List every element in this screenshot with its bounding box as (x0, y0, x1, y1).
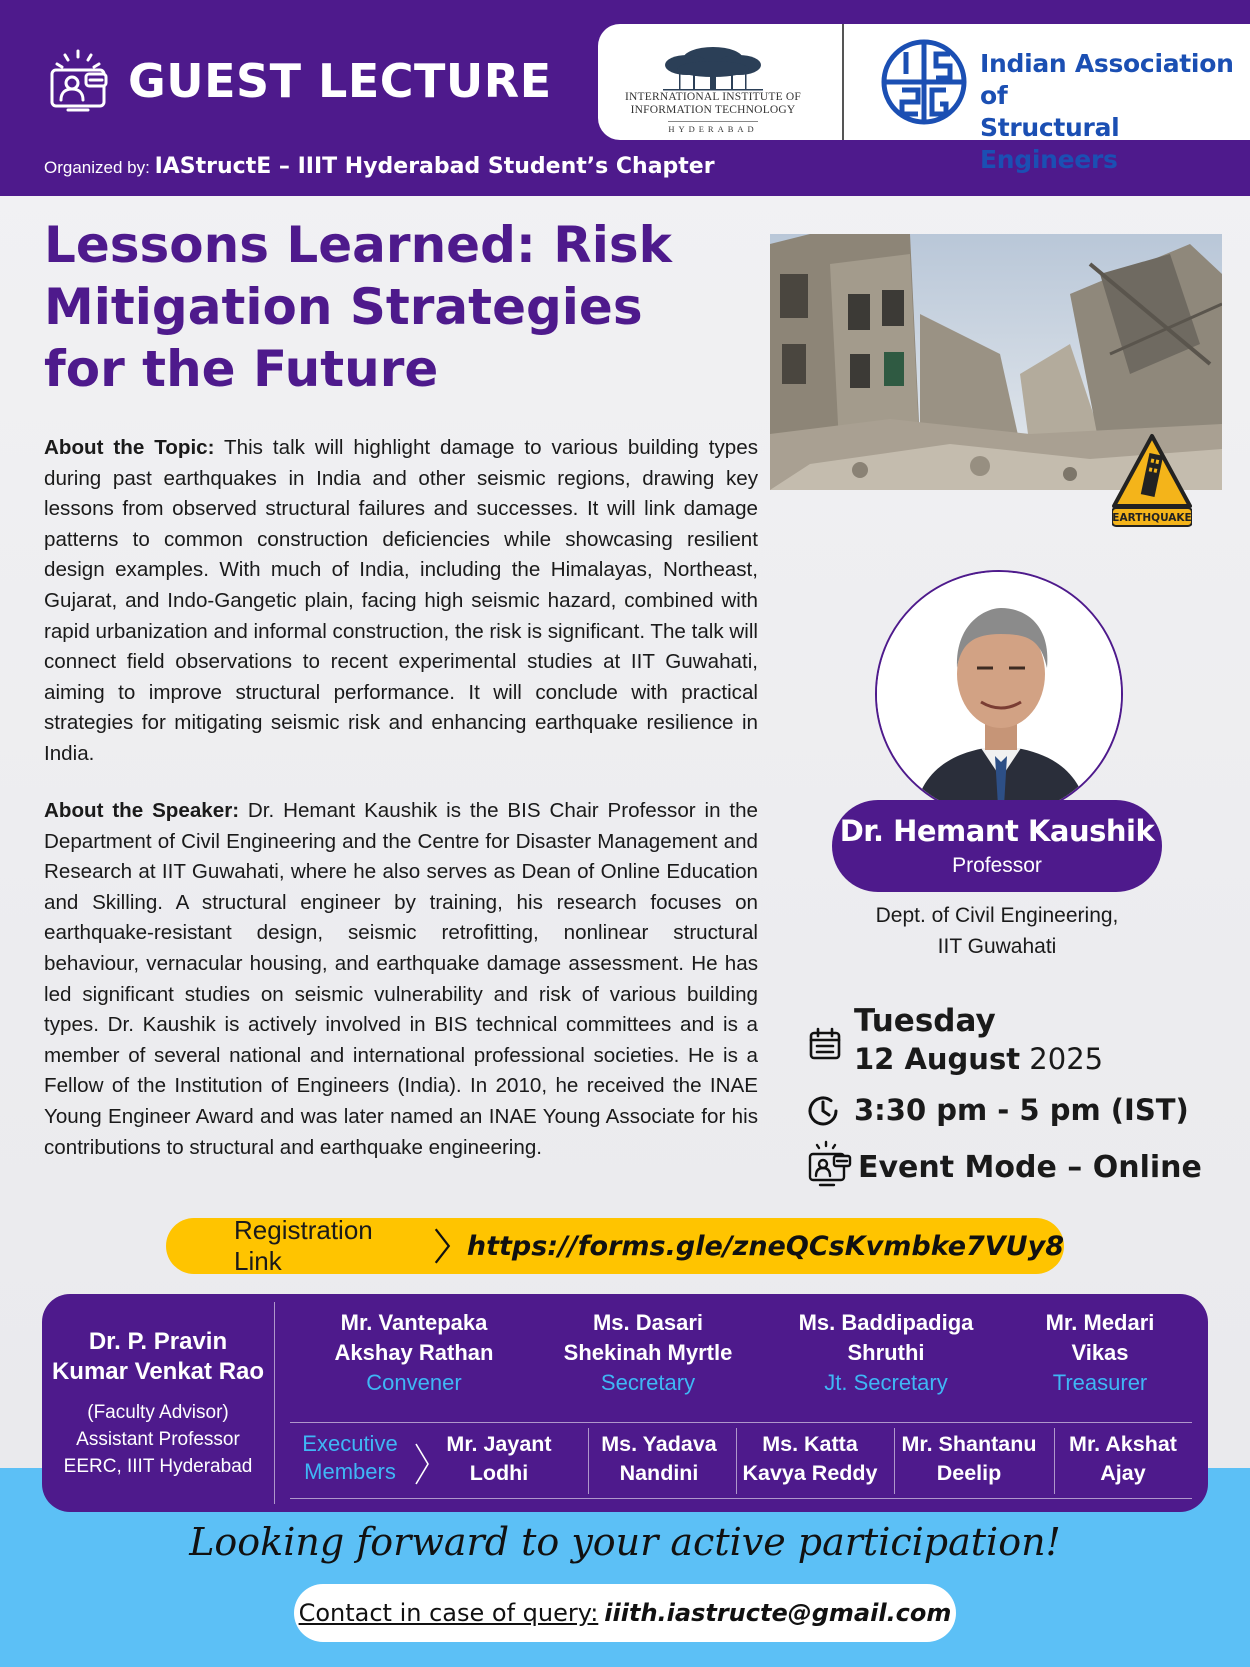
officer-role: Secretary (600, 1370, 696, 1395)
executive-separator (1054, 1428, 1055, 1494)
speaker-name: Dr. Hemant Kaushik (839, 814, 1155, 848)
executive-top-rule (290, 1422, 1192, 1423)
exec-name-line2: Kavya Reddy (742, 1461, 878, 1485)
officer-name-line2: Akshay Rathan (334, 1340, 494, 1365)
executive-separator (736, 1428, 737, 1494)
iiit-name-line1: INTERNATIONAL INSTITUTE OF (625, 91, 801, 103)
iastructe-name-line1: Indian Association of (980, 49, 1234, 110)
event-time: 3:30 pm - 5 pm (IST) (854, 1093, 1189, 1127)
executive-member (594, 1430, 724, 1488)
logo-divider (842, 24, 844, 140)
officer-name-line2: Shruthi (847, 1340, 925, 1365)
advisor-role-line2: Assistant Professor (76, 1428, 240, 1450)
exec-name-line1: Mr. Jayant (446, 1432, 552, 1456)
officer-jt-secretary (776, 1308, 996, 1398)
online-presenter-icon (806, 1140, 854, 1188)
contact-email[interactable]: iiith.iastructe@gmail.com (604, 1599, 952, 1627)
advisor-role-line1: (Faculty Advisor) (87, 1401, 229, 1423)
event-mode: Event Mode – Online (858, 1150, 1202, 1185)
executive-separator (894, 1428, 895, 1494)
talk-title-line3: for the Future (44, 340, 439, 398)
organizer-name: IAStructE – IIIT Hyderabad Student’s Chapter (154, 154, 715, 179)
header-title (48, 36, 552, 126)
exec-name-line2: Lodhi (469, 1461, 529, 1485)
speaker-dept-line1: Dept. of Civil Engineering, (875, 904, 1119, 927)
about-topic-text: This talk will highlight damage to various building types during past earthquakes in India and other seismic regions, drawing key lessons from observed structural failures and successes. It will link damage patterns to common construction deficiencies while showcasing resilient design examples. With much of India, including the Himalayas, Northeast, Gujarat, and Indo-Gangetic plain, facing high seismic hazard, combined with rapid urbanization and informal construction, the risk is significant. The talk will connect field observations to recent experimental studies at IIT Guwahati, aiming to improve structural performance. It will conclude with practical strategies for mitigating seismic risk and enhancing earthquake resilience in India. (44, 436, 758, 765)
officer-role: Jt. Secretary (824, 1370, 948, 1395)
exec-label-line2: Members (304, 1459, 396, 1484)
registration-label: Registration Link (234, 1215, 373, 1276)
officer-role: Treasurer (1052, 1370, 1148, 1395)
exec-label-line1: Executive (302, 1431, 398, 1456)
advisor-role-line3: EERC, IIIT Hyderabad (63, 1455, 253, 1477)
advisor-name-line2: Kumar Venkat Rao (51, 1357, 265, 1385)
officer-name-line1: Mr. Medari (1045, 1310, 1155, 1335)
logo-panel (598, 24, 1250, 174)
about-speaker-text: Dr. Hemant Kaushik is the BIS Chair Professor in the Department of Civil Engineering and the Centre for Disaster Management and Research at IIT Guwahati, where he also serves as Dean of Online Education and Skilling. A structural engineer by training, his research focuses on earthquake-resistant design, seismic retrofitting, nonlinear structural behaviour, vernacular housing, and earthquake damage assessment. He has led significant studies on seismic vulnerability and risk of various building types. Dr. Kaushik is actively involved in BIS technical committees and is a member of several national and international professional societies. He is a Fellow of the Institution of Engineers (India). In 2010, he received the INAE Young Engineer Award and was later named an INAE Young Associate for his contributions to structural and earthquake engineering. (44, 799, 758, 1159)
iiit-name-line2: INFORMATION TECHNOLOGY (630, 104, 796, 116)
calendar-icon (808, 1027, 842, 1061)
executive-separator (588, 1428, 589, 1494)
talk-title-line2: Mitigation Strategies (44, 278, 643, 336)
iastructe-name (980, 48, 1250, 176)
exec-name-line1: Ms. Katta (762, 1432, 858, 1456)
organizer-line (44, 154, 715, 179)
talk-title (44, 214, 704, 400)
executive-member (742, 1430, 878, 1488)
contact-pill (294, 1584, 956, 1642)
advisor-role (64, 1399, 253, 1480)
exec-name-line1: Mr. Shantanu (901, 1432, 1037, 1456)
officer-name-line2: Vikas (1071, 1340, 1129, 1365)
iiit-name-line3: HYDERABAD (668, 121, 757, 134)
talk-title-line1: Lessons Learned: Risk (44, 216, 672, 274)
lecture-heading: GUEST LECTURE (128, 54, 552, 108)
advisor-name-line1: Dr. P. Pravin (88, 1327, 228, 1355)
event-date (854, 1042, 1103, 1076)
exec-name-line2: Nandini (619, 1461, 699, 1485)
about-topic-label: About the Topic: (44, 436, 215, 459)
about-speaker-paragraph (44, 796, 758, 1163)
executive-bottom-rule (290, 1498, 1192, 1499)
registration-bar (166, 1215, 1064, 1276)
executive-member (434, 1430, 564, 1488)
officer-secretary (538, 1308, 758, 1398)
exec-name-line2: Ajay (1100, 1461, 1146, 1485)
exec-name-line1: Mr. Akshat (1069, 1432, 1177, 1456)
advisor-name (52, 1327, 264, 1387)
faculty-advisor (42, 1294, 274, 1512)
officer-name-line1: Ms. Baddipadiga (798, 1310, 974, 1335)
earthquake-warning-sign (1112, 432, 1192, 528)
registration-link[interactable]: https://forms.gle/zneQCsKvmbke7VUy8 (466, 1230, 1064, 1262)
closing-message: Looking forward to your active participation! (189, 1520, 1061, 1564)
banyan-tree-icon (653, 45, 773, 91)
contact-label: Contact in case of query: (298, 1599, 599, 1627)
officer-name-line1: Mr. Vantepaka (340, 1310, 488, 1335)
speaker-name-card (832, 800, 1162, 892)
speaker-photo (875, 570, 1123, 818)
about-topic-paragraph (44, 433, 758, 770)
chevron-right-icon (432, 1224, 452, 1268)
event-year: 2025 (1020, 1042, 1104, 1076)
executive-members-label (298, 1430, 402, 1486)
speaker-affiliation (832, 900, 1162, 962)
iiit-hyderabad-logo (598, 30, 828, 134)
earthquake-sign-text: EARTHQUAKE (1112, 512, 1192, 524)
officer-name-line1: Ms. Dasari (592, 1310, 704, 1335)
event-date-bold: 12 August (854, 1042, 1021, 1076)
about-speaker-label: About the Speaker: (44, 799, 240, 822)
speaker-role: Professor (952, 854, 1042, 877)
iastructe-emblem-icon (880, 38, 968, 126)
officer-name-line2: Shekinah Myrtle (563, 1340, 733, 1365)
iastructe-name-line2: Structural Engineers (980, 113, 1120, 174)
executive-member (898, 1430, 1040, 1488)
executive-member (1058, 1430, 1188, 1488)
officer-role: Convener (366, 1370, 462, 1395)
presenter-icon (48, 48, 114, 114)
clock-icon (806, 1094, 840, 1128)
chevron-right-icon (414, 1440, 430, 1488)
exec-name-line2: Deelip (936, 1461, 1002, 1485)
officer-treasurer (990, 1308, 1210, 1398)
officer-convener (304, 1308, 524, 1398)
advisor-divider (274, 1302, 275, 1504)
committee-panel (42, 1294, 1208, 1512)
event-day: Tuesday (854, 1003, 996, 1039)
speaker-dept-line2: IIT Guwahati (937, 935, 1057, 958)
organized-label: Organized by: (44, 158, 150, 177)
exec-name-line1: Ms. Yadava (601, 1432, 717, 1456)
